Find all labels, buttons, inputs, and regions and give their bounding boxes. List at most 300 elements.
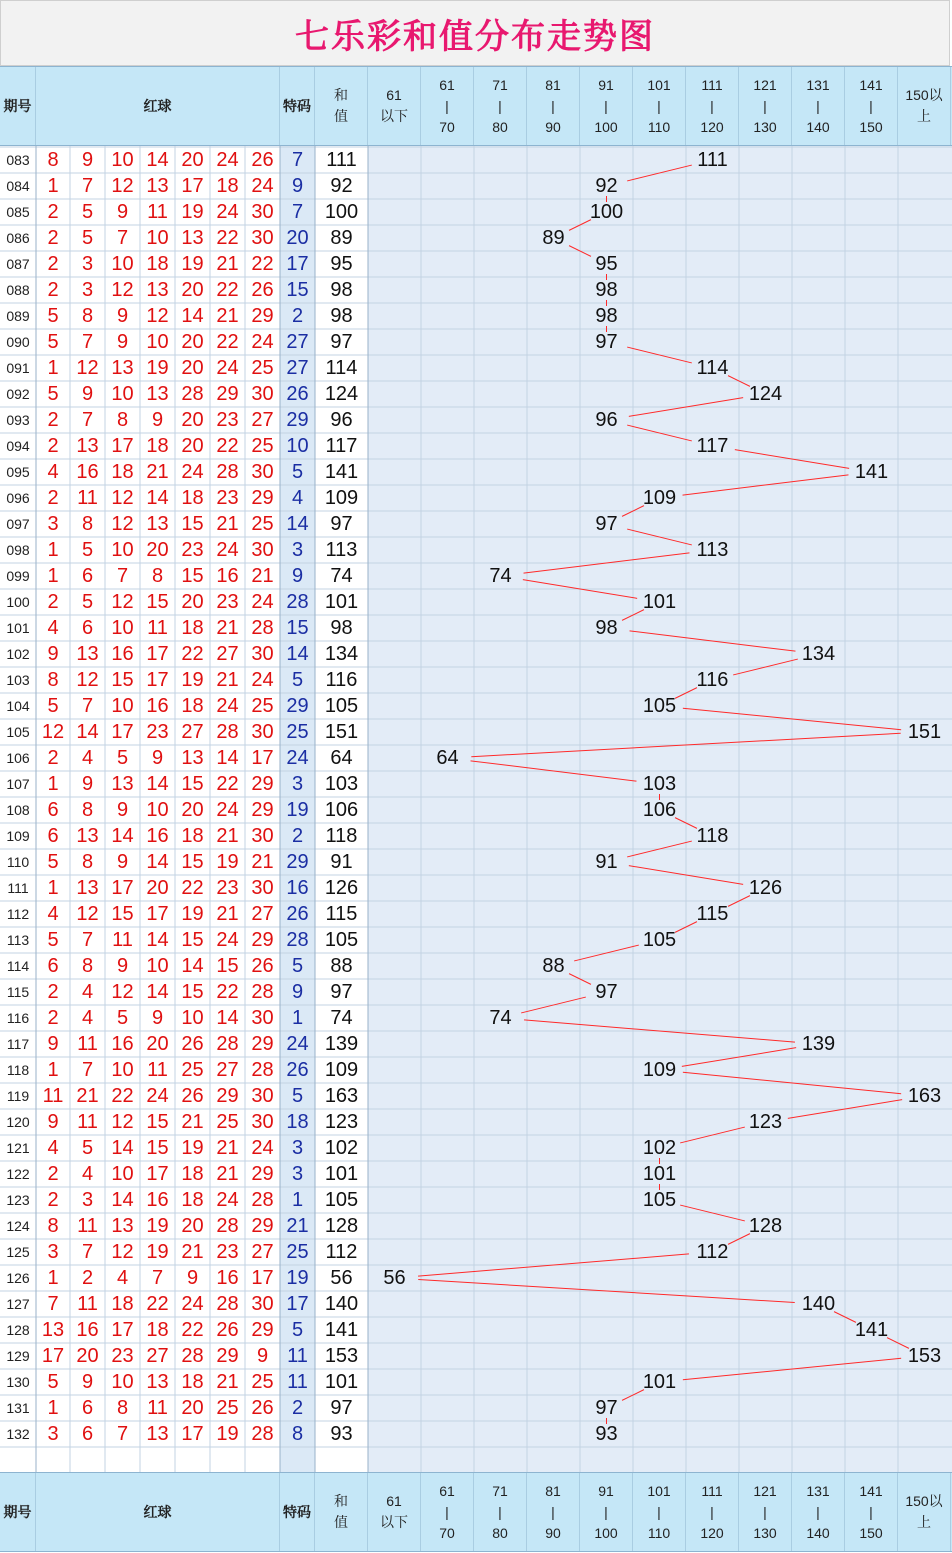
red-ball: 13	[76, 825, 99, 847]
special-ball: 4	[291, 487, 304, 509]
header-sum-top: 和 值	[315, 67, 368, 145]
red-ball: 5	[47, 695, 59, 717]
period-number: 132	[6, 1426, 30, 1442]
red-ball: 2	[47, 591, 59, 613]
red-ball: 16	[146, 825, 169, 847]
trend-point: 100	[589, 201, 624, 223]
red-ball: 22	[216, 227, 239, 249]
red-ball: 9	[116, 799, 129, 821]
special-ball: 26	[286, 383, 309, 405]
red-ball: 14	[181, 305, 204, 327]
trend-point: 118	[696, 825, 729, 847]
special-ball: 2	[291, 305, 304, 327]
red-ball: 10	[111, 695, 134, 717]
red-ball: 10	[111, 149, 134, 171]
sum-value: 98	[330, 305, 353, 327]
red-ball: 7	[81, 331, 94, 353]
red-ball: 8	[81, 955, 94, 977]
period-number: 107	[6, 776, 30, 792]
trend-point: 98	[595, 305, 618, 327]
sum-value: 105	[324, 1189, 359, 1211]
trend-point: 101	[642, 1163, 677, 1185]
period-number: 094	[6, 438, 30, 454]
period-number: 083	[6, 152, 30, 168]
trend-point: 92	[595, 175, 618, 197]
red-ball: 25	[251, 695, 274, 717]
red-ball: 1	[47, 773, 59, 795]
red-ball: 4	[47, 1137, 59, 1159]
sum-value: 101	[324, 591, 359, 613]
red-ball: 14	[146, 929, 169, 951]
red-ball: 15	[216, 955, 239, 977]
red-ball: 29	[251, 305, 274, 327]
sum-value: 128	[324, 1215, 359, 1237]
sum-value: 109	[324, 1059, 359, 1081]
trend-point: 97	[595, 981, 618, 1003]
sum-value: 112	[325, 1241, 358, 1263]
red-ball: 18	[146, 435, 169, 457]
red-ball: 30	[251, 461, 274, 483]
red-ball: 19	[181, 903, 204, 925]
period-number: 130	[6, 1374, 30, 1390]
red-ball: 17	[111, 721, 134, 743]
red-ball: 29	[251, 487, 274, 509]
red-ball: 21	[146, 461, 169, 483]
red-ball: 21	[181, 1111, 204, 1133]
special-ball: 14	[286, 513, 309, 535]
red-ball: 22	[216, 331, 239, 353]
red-ball: 1	[47, 539, 59, 561]
red-ball: 17	[41, 1345, 65, 1367]
trend-point: 106	[642, 799, 677, 821]
red-ball: 21	[216, 1371, 239, 1393]
red-ball: 12	[111, 513, 134, 535]
period-number: 128	[6, 1322, 30, 1338]
trend-point: 115	[696, 903, 729, 925]
special-ball: 29	[286, 851, 309, 873]
sum-value: 97	[330, 331, 353, 353]
trend-point: 163	[907, 1085, 942, 1107]
red-ball: 24	[216, 695, 239, 717]
sum-value: 98	[330, 279, 353, 301]
sum-value: 141	[324, 461, 359, 483]
trend-point: 95	[595, 253, 618, 275]
special-ball: 15	[286, 279, 309, 301]
red-ball: 22	[181, 1319, 204, 1341]
red-ball: 2	[47, 981, 59, 1003]
red-ball: 5	[116, 1007, 129, 1029]
special-ball: 9	[291, 565, 304, 587]
red-ball: 13	[181, 227, 204, 249]
red-ball: 19	[181, 1137, 204, 1159]
red-ball: 7	[81, 409, 94, 431]
red-ball: 8	[116, 1397, 129, 1419]
red-ball: 10	[111, 1059, 134, 1081]
red-ball: 9	[151, 747, 164, 769]
red-ball: 29	[251, 1163, 274, 1185]
red-ball: 21	[251, 565, 274, 587]
red-ball: 22	[181, 877, 204, 899]
red-ball: 22	[216, 279, 239, 301]
red-ball: 4	[47, 903, 59, 925]
red-ball: 20	[181, 331, 204, 353]
red-ball: 25	[251, 513, 274, 535]
red-ball: 9	[151, 409, 164, 431]
sum-value: 109	[324, 487, 359, 509]
red-ball: 24	[216, 929, 239, 951]
red-ball: 22	[216, 773, 239, 795]
red-ball: 21	[216, 617, 239, 639]
special-ball: 3	[291, 539, 304, 561]
red-ball: 26	[251, 149, 274, 171]
red-ball: 19	[216, 1423, 239, 1445]
special-ball: 19	[286, 1267, 309, 1289]
red-ball: 9	[116, 201, 129, 223]
special-ball: 24	[286, 747, 309, 769]
red-ball: 24	[216, 1189, 239, 1211]
red-ball: 10	[146, 227, 169, 249]
red-ball: 6	[81, 1423, 94, 1445]
red-ball: 12	[111, 175, 134, 197]
red-ball: 15	[181, 513, 204, 535]
period-number: 112	[6, 906, 30, 922]
red-ball: 12	[111, 279, 134, 301]
red-ball: 26	[251, 279, 274, 301]
trend-point: 74	[489, 565, 512, 587]
period-number: 108	[6, 802, 30, 818]
red-ball: 16	[111, 643, 134, 665]
red-ball: 13	[111, 357, 134, 379]
trend-point: 101	[642, 591, 677, 613]
sum-value: 124	[324, 383, 359, 405]
red-ball: 28	[216, 721, 239, 743]
header-sum-bottom: 和 值	[315, 1473, 368, 1551]
header-bin-4-top: 91 | 100	[580, 67, 633, 145]
period-number: 114	[6, 958, 30, 974]
red-ball: 14	[146, 149, 169, 171]
red-ball: 30	[251, 825, 274, 847]
red-ball: 2	[47, 1007, 59, 1029]
red-ball: 29	[251, 773, 274, 795]
sum-value: 97	[330, 981, 353, 1003]
sum-value: 134	[324, 643, 359, 665]
red-ball: 1	[47, 175, 59, 197]
special-ball: 15	[286, 617, 309, 639]
red-ball: 28	[216, 461, 239, 483]
special-ball: 7	[291, 149, 304, 171]
red-ball: 11	[147, 617, 168, 639]
red-ball: 15	[181, 565, 204, 587]
red-ball: 10	[146, 955, 169, 977]
red-ball: 18	[111, 461, 134, 483]
period-number: 092	[6, 386, 30, 402]
trend-point: 109	[642, 487, 677, 509]
red-ball: 11	[77, 1033, 98, 1055]
red-ball: 27	[181, 721, 204, 743]
red-ball: 7	[151, 1267, 164, 1289]
trend-point: 141	[854, 1319, 889, 1341]
sum-value: 151	[324, 721, 359, 743]
trend-point: 74	[489, 1007, 512, 1029]
sum-value: 139	[324, 1033, 359, 1055]
special-ball: 5	[291, 1319, 304, 1341]
red-ball: 17	[146, 669, 169, 691]
special-ball: 3	[291, 1137, 304, 1159]
red-ball: 14	[146, 487, 169, 509]
sum-value: 163	[324, 1085, 359, 1107]
red-ball: 28	[216, 1215, 239, 1237]
period-number: 100	[6, 594, 30, 610]
period-number: 122	[6, 1166, 30, 1182]
sum-value: 115	[325, 903, 358, 925]
special-ball: 1	[291, 1007, 304, 1029]
red-ball: 28	[251, 1189, 274, 1211]
red-ball: 15	[181, 773, 204, 795]
trend-point: 128	[748, 1215, 783, 1237]
red-ball: 22	[251, 253, 274, 275]
red-ball: 15	[146, 1137, 169, 1159]
special-ball: 24	[286, 1033, 309, 1055]
period-number: 129	[6, 1348, 30, 1364]
red-ball: 13	[146, 175, 169, 197]
trend-point: 139	[801, 1033, 836, 1055]
period-number: 110	[6, 854, 30, 870]
red-ball: 28	[216, 1033, 239, 1055]
red-ball: 25	[181, 1059, 204, 1081]
period-number: 099	[6, 568, 30, 584]
red-ball: 15	[111, 669, 134, 691]
red-ball: 5	[81, 1137, 94, 1159]
red-ball: 30	[251, 227, 274, 249]
sum-value: 64	[330, 747, 353, 769]
special-ball: 28	[286, 929, 309, 951]
red-ball: 12	[111, 1111, 134, 1133]
red-ball: 13	[111, 773, 134, 795]
red-ball: 9	[116, 331, 129, 353]
sum-value: 106	[324, 799, 359, 821]
red-ball: 13	[146, 1371, 169, 1393]
red-ball: 14	[216, 1007, 239, 1029]
trend-point: 116	[696, 669, 729, 691]
special-ball: 9	[291, 981, 304, 1003]
sum-value: 56	[330, 1267, 353, 1289]
red-ball: 28	[251, 1423, 274, 1445]
header-bin-3-bottom: 81 | 90	[527, 1473, 580, 1551]
red-ball: 18	[181, 1163, 204, 1185]
red-ball: 9	[47, 643, 59, 665]
red-ball: 13	[181, 747, 204, 769]
red-ball: 4	[47, 461, 59, 483]
header-bin-9-top: 141 | 150	[845, 67, 898, 145]
trend-point: 141	[854, 461, 889, 483]
special-ball: 25	[286, 1241, 309, 1263]
red-ball: 5	[81, 227, 94, 249]
red-ball: 29	[216, 1085, 239, 1107]
red-ball: 13	[146, 383, 169, 405]
period-number: 126	[6, 1270, 30, 1286]
red-ball: 3	[47, 513, 59, 535]
sum-value: 89	[330, 227, 353, 249]
red-ball: 28	[251, 617, 274, 639]
period-number: 098	[6, 542, 30, 558]
red-ball: 26	[251, 1397, 274, 1419]
red-ball: 16	[111, 1033, 134, 1055]
red-ball: 2	[47, 487, 59, 509]
red-ball: 18	[146, 1319, 169, 1341]
red-ball: 8	[81, 799, 94, 821]
sum-value: 118	[325, 825, 358, 847]
red-ball: 27	[251, 409, 274, 431]
trend-point: 56	[383, 1267, 406, 1289]
red-ball: 6	[47, 799, 59, 821]
red-ball: 12	[111, 1241, 134, 1263]
red-ball: 19	[181, 669, 204, 691]
red-ball: 8	[47, 149, 59, 171]
period-number: 123	[6, 1192, 30, 1208]
red-ball: 17	[251, 747, 274, 769]
red-ball: 5	[47, 929, 59, 951]
red-ball: 10	[111, 617, 134, 639]
sum-value: 92	[330, 175, 353, 197]
sum-value: 102	[324, 1137, 359, 1159]
trend-point: 123	[748, 1111, 783, 1133]
red-ball: 9	[151, 1007, 164, 1029]
header-bin-1-top: 61 | 70	[421, 67, 474, 145]
red-ball: 20	[181, 1397, 204, 1419]
red-ball: 17	[111, 435, 134, 457]
red-ball: 16	[216, 1267, 239, 1289]
red-ball: 30	[251, 201, 274, 223]
sum-value: 114	[325, 357, 358, 379]
special-ball: 8	[291, 1423, 304, 1445]
red-ball: 30	[251, 539, 274, 561]
sum-value: 74	[330, 565, 353, 587]
trend-point: 91	[595, 851, 618, 873]
red-ball: 20	[181, 279, 204, 301]
red-ball: 30	[251, 1007, 274, 1029]
red-ball: 7	[81, 1059, 94, 1081]
special-ball: 5	[291, 461, 304, 483]
red-ball: 13	[111, 1215, 134, 1237]
red-ball: 8	[47, 669, 59, 691]
red-ball: 2	[47, 747, 59, 769]
red-ball: 3	[81, 279, 94, 301]
red-ball: 24	[181, 1293, 204, 1315]
red-ball: 22	[216, 435, 239, 457]
red-ball: 21	[216, 903, 239, 925]
red-ball: 19	[146, 1241, 169, 1263]
red-ball: 7	[81, 929, 94, 951]
special-ball: 19	[286, 799, 309, 821]
red-ball: 24	[146, 1085, 169, 1107]
red-ball: 12	[111, 591, 134, 613]
red-ball: 20	[146, 1033, 169, 1055]
red-ball: 1	[47, 1059, 59, 1081]
red-ball: 2	[47, 227, 59, 249]
red-ball: 5	[81, 591, 94, 613]
header-red-top: 红球	[36, 67, 280, 145]
red-ball: 22	[216, 981, 239, 1003]
red-ball: 19	[216, 851, 239, 873]
red-ball: 27	[216, 1059, 239, 1081]
trend-point: 98	[595, 279, 618, 301]
period-number: 087	[6, 256, 30, 272]
red-ball: 20	[181, 435, 204, 457]
red-ball: 2	[47, 253, 59, 275]
red-ball: 9	[116, 955, 129, 977]
red-ball: 13	[76, 435, 99, 457]
header-bin-10-top: 150以 上	[898, 67, 951, 145]
red-ball: 26	[181, 1085, 204, 1107]
red-ball: 10	[111, 1371, 134, 1393]
red-ball: 26	[251, 955, 274, 977]
red-ball: 17	[181, 175, 204, 197]
special-ball: 20	[286, 227, 309, 249]
red-ball: 18	[181, 617, 204, 639]
red-ball: 18	[146, 253, 169, 275]
header-bin-6-top: 111 | 120	[686, 67, 739, 145]
red-ball: 8	[47, 1215, 59, 1237]
special-ball: 11	[287, 1345, 308, 1367]
red-ball: 27	[146, 1345, 169, 1367]
red-ball: 5	[47, 331, 59, 353]
period-number: 120	[6, 1114, 30, 1130]
red-ball: 3	[47, 1241, 59, 1263]
sum-value: 140	[324, 1293, 359, 1315]
red-ball: 4	[81, 747, 94, 769]
red-ball: 29	[251, 799, 274, 821]
red-ball: 9	[81, 1371, 94, 1393]
red-ball: 24	[181, 461, 204, 483]
red-ball: 21	[76, 1085, 99, 1107]
red-ball: 18	[181, 1189, 204, 1211]
red-ball: 11	[147, 1397, 168, 1419]
period-number: 124	[6, 1218, 30, 1234]
red-ball: 3	[81, 1189, 94, 1211]
red-ball: 14	[146, 981, 169, 1003]
red-ball: 17	[146, 1163, 169, 1185]
header-bin-0-bottom: 61 以下	[368, 1473, 421, 1551]
trend-point: 105	[642, 695, 677, 717]
red-ball: 16	[146, 695, 169, 717]
red-ball: 20	[181, 409, 204, 431]
red-ball: 21	[216, 513, 239, 535]
red-ball: 23	[111, 1345, 134, 1367]
sum-value: 74	[330, 1007, 353, 1029]
period-number: 116	[6, 1010, 30, 1026]
red-ball: 24	[216, 201, 239, 223]
red-ball: 20	[181, 149, 204, 171]
red-ball: 30	[251, 1111, 274, 1133]
period-number: 106	[6, 750, 30, 766]
red-ball: 9	[81, 383, 94, 405]
special-ball: 26	[286, 1059, 309, 1081]
special-ball: 9	[291, 175, 304, 197]
red-ball: 23	[216, 1241, 239, 1263]
header-period-bottom: 期号	[0, 1473, 36, 1551]
red-ball: 9	[47, 1111, 59, 1133]
red-ball: 30	[251, 877, 274, 899]
red-ball: 12	[146, 305, 169, 327]
red-ball: 25	[216, 1397, 239, 1419]
period-number: 085	[6, 204, 30, 220]
red-ball: 17	[146, 903, 169, 925]
red-ball: 1	[47, 877, 59, 899]
period-number: 131	[6, 1400, 30, 1416]
period-number: 115	[6, 984, 30, 1000]
red-ball: 15	[181, 851, 204, 873]
trend-point: 101	[642, 1371, 677, 1393]
